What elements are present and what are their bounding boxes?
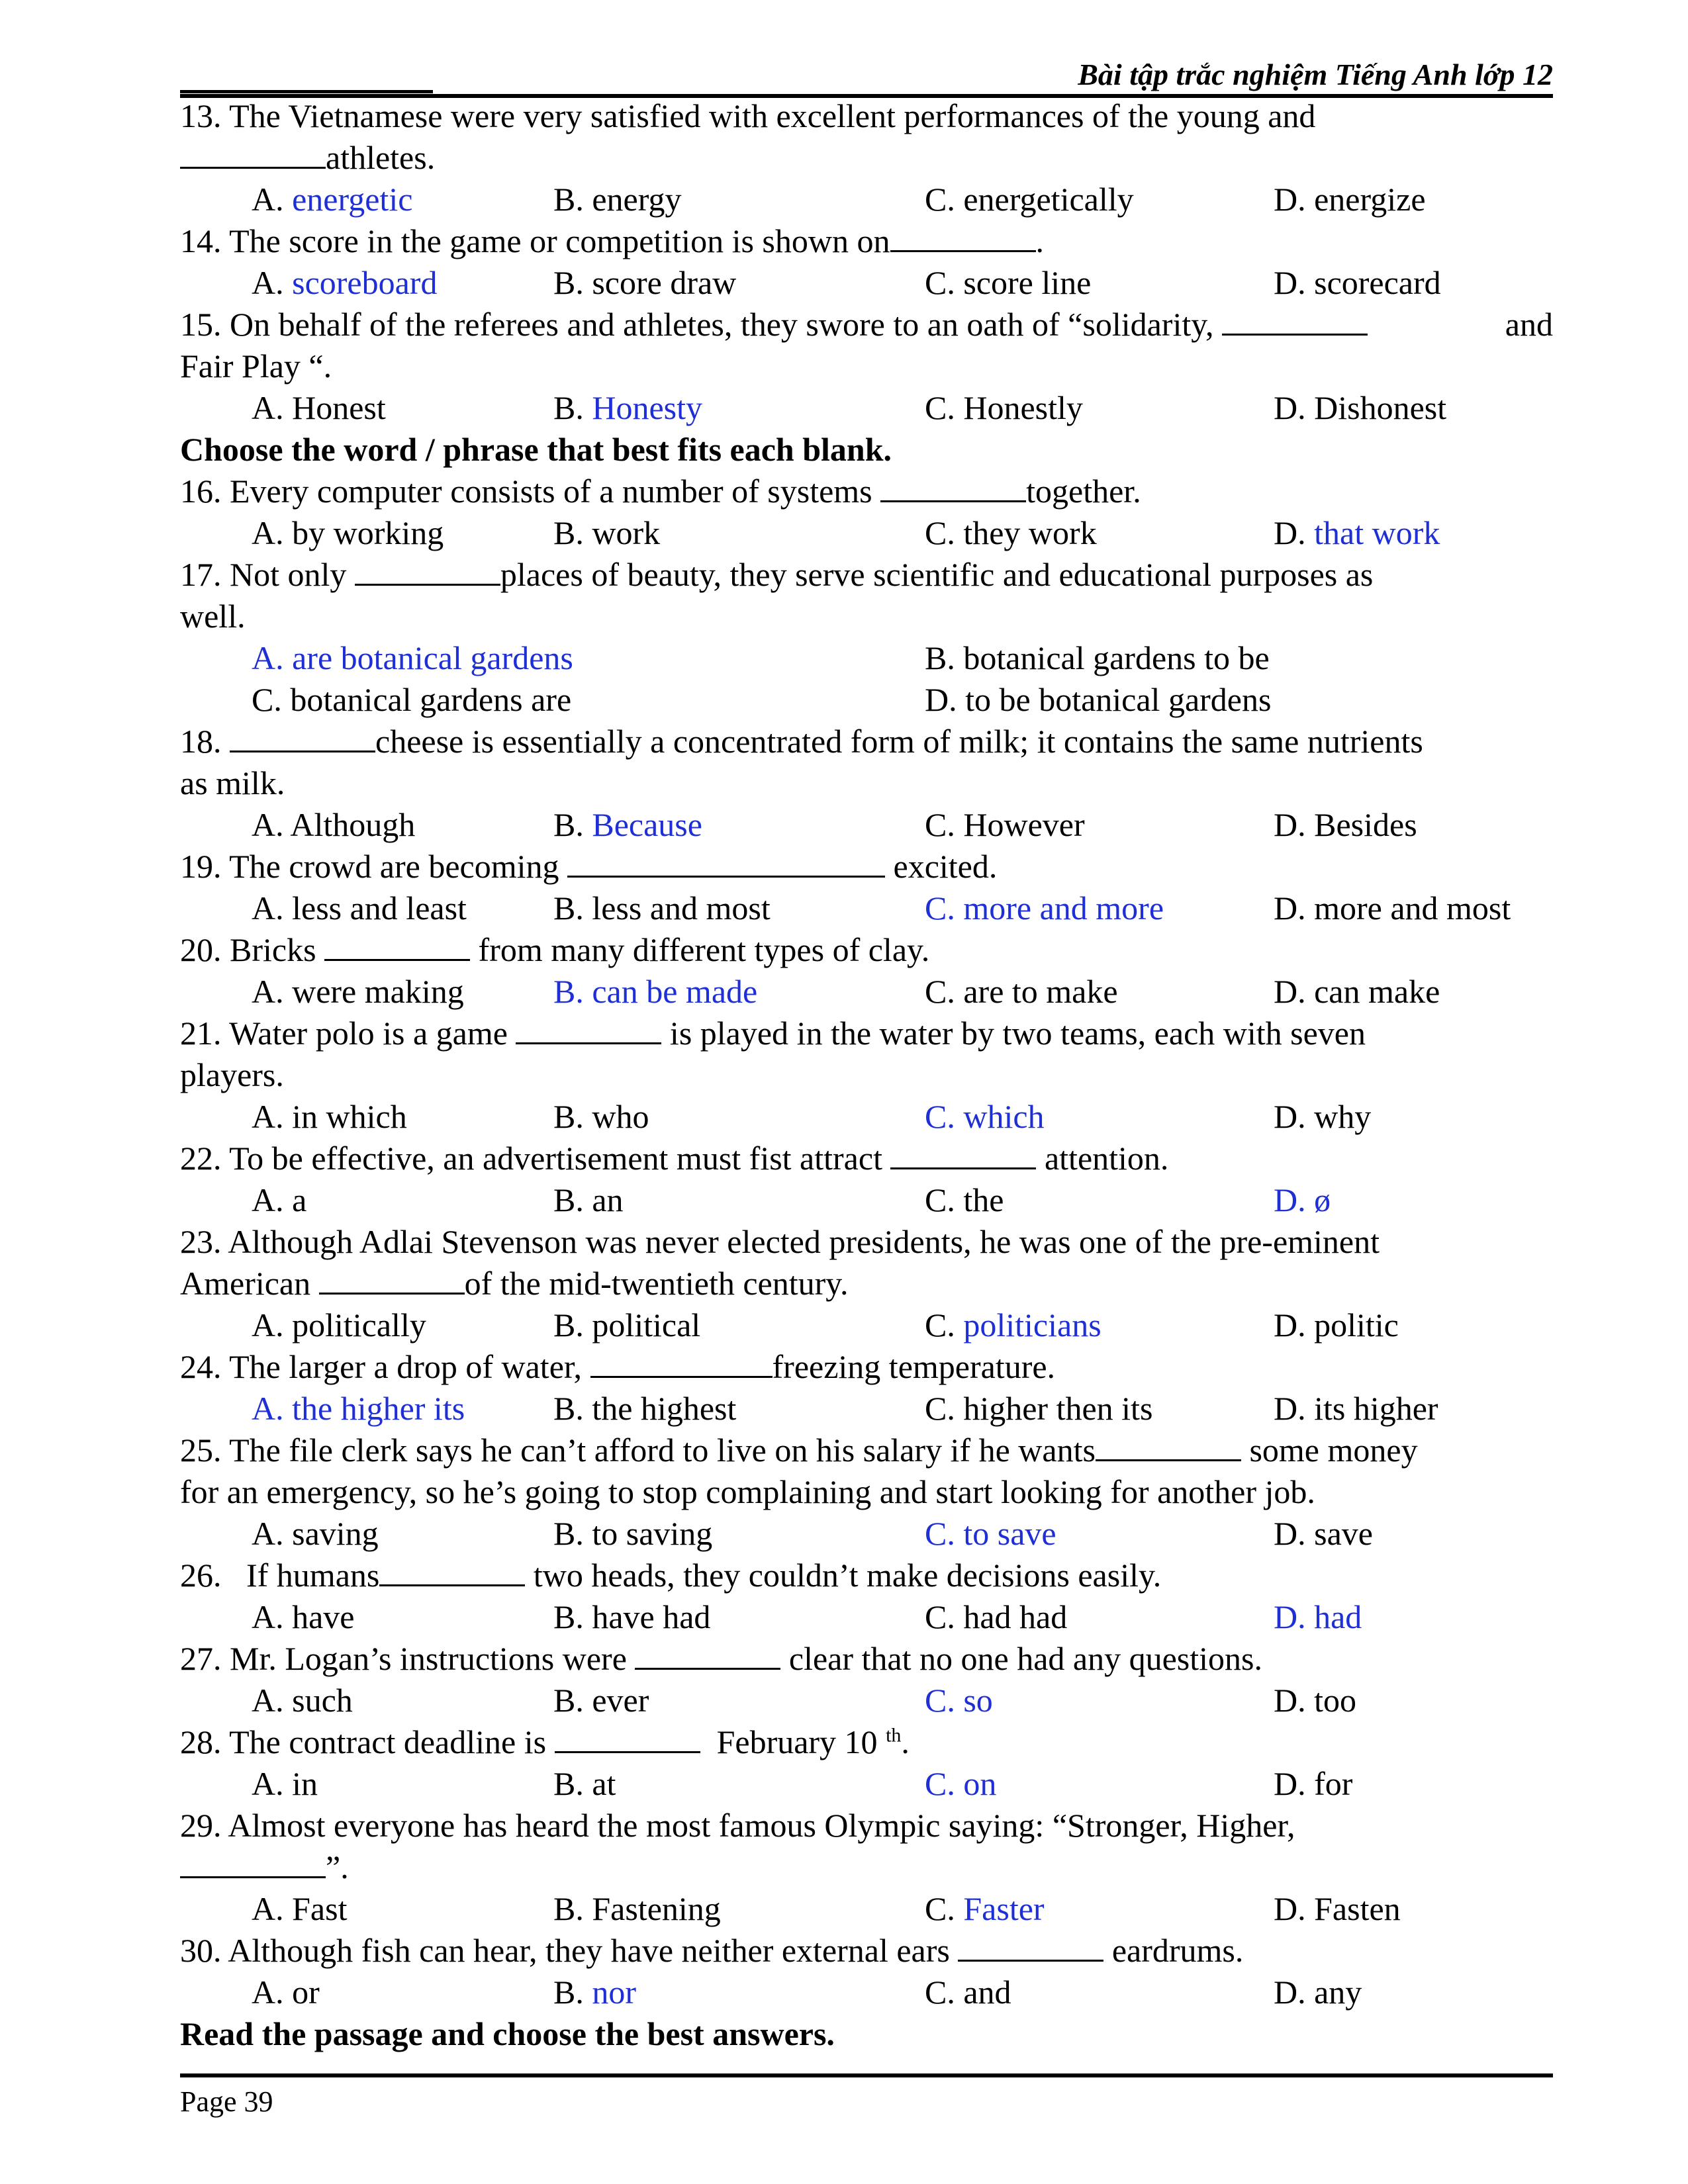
option-d: D. for [1274,1765,1353,1802]
answer-blank [379,1555,525,1586]
option-c: C. are to make [925,973,1118,1010]
option-d: D. Fasten [1274,1890,1401,1927]
option-d: D. more and most [1274,889,1511,927]
answer-blank [180,138,326,169]
option-a: A. or [252,1974,320,2011]
options-30 [180,1972,1553,2013]
option-d: D. too [1274,1682,1356,1719]
page-number: Page 39 [180,2085,273,2118]
option-a: A. less and least [252,889,467,927]
footer-rule [180,2073,1553,2077]
answer-blank [355,555,500,586]
answer-blank [590,1347,773,1378]
option-a: A. were making [252,973,464,1010]
option-c: C. and [925,1974,1011,2011]
option-c: C. However [925,806,1085,843]
option-b: B. can be made [553,973,758,1010]
option-b: B. who [553,1098,649,1135]
option-a: A. politically [252,1306,426,1343]
question-21: 21. Water polo is a game is played in the water by two teams, each with seven [180,1015,1366,1052]
question-14: 14. The score in the game or competition is shown on . [180,222,1044,259]
option-b: B. botanical gardens to be [925,639,1270,676]
option-a: A. a [252,1181,307,1218]
option-a: A. scoreboard [252,264,438,301]
option-d: D. any [1274,1974,1362,2011]
option-b: B. an [553,1181,624,1218]
question-17: 17. Not only places of beauty, they serve scientific and educational purposes as [180,556,1374,593]
option-c: C. Faster [925,1890,1045,1927]
answer-blank [880,471,1026,502]
question-16: 16. Every computer consists of a number of systems together. [180,473,1141,510]
option-c: C. the [925,1181,1004,1218]
question-19: 19. The crowd are becoming excited. [180,848,998,885]
answer-blank [180,1847,326,1878]
option-a: A. the higher its [252,1390,465,1427]
question-13: 13. The Vietnamese were very satisfied with excellent performances of the young and [180,97,1316,134]
option-c: C. on [925,1765,997,1802]
option-b: B. Because [553,806,702,843]
options-21 [180,1096,1553,1138]
question-18: 18. cheese is essentially a concentrated form of milk; it contains the same nutrients [180,723,1423,760]
options-17-row1 [180,637,1553,679]
options-28 [180,1763,1553,1805]
option-c: C. had had [925,1598,1068,1635]
question-28: 28. The contract deadline is February 10 $^{th}$. [180,1723,910,1760]
option-a: A. in [252,1765,318,1802]
options-16 [180,512,1553,554]
section-instruction: Read the passage and choose the best answers. [180,2015,835,2052]
option-b: B. score draw [553,264,737,301]
options-14 [180,262,1553,304]
option-c: C. to save [925,1515,1056,1552]
option-d: D. why [1274,1098,1372,1135]
option-d: D. save [1274,1515,1373,1552]
option-d: D. Besides [1274,806,1417,843]
option-b: B. political [553,1306,701,1343]
answer-blank [230,721,375,752]
option-c: C. Honestly [925,389,1083,426]
question-24: 24. The larger a drop of water, freezing temperature. [180,1348,1056,1385]
option-c: C. energetically [925,181,1134,218]
question-26: 26. If humans two heads, they couldn’t make decisions easily. [180,1557,1162,1594]
option-b: B. Fastening [553,1890,721,1927]
option-b: B. energy [553,181,682,218]
question-20: 20. Bricks from many different types of clay. [180,931,930,968]
option-a: A. by working [252,514,444,551]
option-b: B. have had [553,1598,711,1635]
option-c: C. politicians [925,1306,1102,1343]
question-27: 27. Mr. Logan’s instructions were clear that no one had any questions. [180,1640,1262,1677]
option-b: B. the highest [553,1390,737,1427]
answer-blank [635,1639,780,1670]
option-c: C. score line [925,264,1092,301]
options-20 [180,971,1553,1013]
option-c: C. botanical gardens are [252,681,572,718]
option-d: D. its higher [1274,1390,1438,1427]
options-25 [180,1513,1553,1555]
option-a: A. Honest [252,389,386,426]
option-b: B. ever [553,1682,649,1719]
option-a: A. energetic [252,181,413,218]
option-c: C. higher then its [925,1390,1153,1427]
options-19 [180,887,1553,929]
question-15: 15. On behalf of the referees and athletes, they swore to an oath of “solidarity, and [180,306,1553,343]
options-13 [180,179,1553,220]
option-d: D. energize [1274,181,1426,218]
option-a: A. saving [252,1515,379,1552]
option-d: D. to be botanical gardens [925,681,1272,718]
option-a: A. have [252,1598,355,1635]
option-b: B. work [553,514,661,551]
answer-blank [1096,1430,1241,1461]
answer-blank [567,846,885,878]
question-25: 25. The file clerk says he can’t afford to live on his salary if he wants some money [180,1432,1418,1469]
options-23 [180,1304,1553,1346]
option-d: D. ø [1274,1181,1331,1218]
section-instruction: Choose the word / phrase that best fits each blank. [180,431,892,468]
question-29: 29. Almost everyone has heard the most famous Olympic saying: “Stronger, Higher, [180,1807,1295,1844]
option-a: A. in which [252,1098,407,1135]
option-c: C. they work [925,514,1097,551]
options-18 [180,804,1553,846]
question-30: 30. Although fish can hear, they have neither external ears eardrums. [180,1932,1244,1969]
options-27 [180,1680,1553,1721]
option-b: B. nor [553,1974,637,2011]
question-23: 23. Although Adlai Stevenson was never elected presidents, he was one of the pre-eminent [180,1223,1380,1260]
answer-blank [324,930,470,961]
answer-blank [1222,304,1368,336]
option-d: D. scorecard [1274,264,1441,301]
answer-blank [890,1138,1036,1169]
options-22 [180,1179,1553,1221]
option-a: A. Although [252,806,416,843]
option-c: C. so [925,1682,993,1719]
option-b: B. less and most [553,889,771,927]
option-d: D. had [1274,1598,1362,1635]
option-d: D. Dishonest [1274,389,1447,426]
answer-blank [555,1722,700,1753]
options-15 [180,387,1553,429]
option-a: A. such [252,1682,353,1719]
option-d: D. can make [1274,973,1440,1010]
option-d: D. politic [1274,1306,1399,1343]
option-b: B. Honesty [553,389,703,426]
option-d: D. that work [1274,514,1440,551]
options-26 [180,1596,1553,1638]
header-mark [180,90,433,93]
answer-blank [319,1263,465,1295]
option-b: B. at [553,1765,616,1802]
answer-blank [958,1931,1103,1962]
answer-blank [516,1013,661,1044]
option-a: A. are botanical gardens [252,639,573,676]
page-header [180,46,1553,95]
option-b: B. to saving [553,1515,713,1552]
options-24 [180,1388,1553,1430]
option-a: A. Fast [252,1890,348,1927]
option-c: C. more and more [925,889,1164,927]
options-29 [180,1888,1553,1930]
worksheet-body: 13. The Vietnamese were very satisfied with excellent performances of the young and athletes. A. energetic B. energy C. energetically D. energize 14. The score in the game or competition is shown on . A. scoreboard B. score draw C. score line D. scorecard 15. On behalf of the referees and athletes, they swore to an oath of “solidarity, and Fair Play “. A. Honest B. Honesty C. Honestly D. Dishonest Choose the word / phrase that best fits each blank. 16. Every computer consists of a number of systems together. A. by working B. work C. they work D. that work 17. Not only places of beauty, they serve scientific and educational purposes as well. A. are botanical gardens B. botanical gardens to be C. botanical gardens are D. to be botanical gardens 18. cheese is essentially a concentrated form of milk; it contains the same nutrients as milk. A. Although B. Because C. However D. Besides 19. The crowd are becoming excited. A. less and least B. less and most C. more and more D. more and most 20. Bricks from many different types of clay. A. were making B. can be made C. are to make D. can make 21. Water polo is a game is played in the water by two teams, each with seven players. A. in which B. who C. which D. why 22. To be effective, an advertisement must fist attract attention. A. a B. an C. the D. ø 23. Although Adlai Stevenson was never elected presidents, he was one of the pre-eminent American of the mid-twentieth century. A. politically B. political C. politicians D. politic 24. The larger a drop of water, freezing temperature. A. the higher its B. the highest C. higher then its D. its higher 25. The file clerk says he can’t afford to live on his salary if he wants some money for an emergency, so he’s going to stop complaining and start looking for another job. A. saving B. to saving C. to save D. save 26. If humans two heads, they couldn’t make decisions easily. A. have B. have had C. had had D. had 27. Mr. Logan’s instructions were clear that no one had any questions. A. such B. ever C. so D. too 28. The contract deadline is February 10 $^{th}$. A. in B. at C. on D. for 29. Almost everyone has heard the most famous Olympic saying: “Stronger, Higher, ”. A. Fast B. Fastening C. Faster D. Fasten 30. Although fish can hear, they have neither external ears eardrums. A. or B. nor C. and D. any Read the passage and choose the best answers. [180,95,1553,2055]
answer-blank [890,221,1036,252]
option-c: C. which [925,1098,1045,1135]
question-22: 22. To be effective, an advertisement must fist attract attention. [180,1140,1169,1177]
options-17-row2 [180,679,1553,721]
header-title: Bài tập trắc nghiệm Tiếng Anh lớp 12 [1078,58,1553,91]
